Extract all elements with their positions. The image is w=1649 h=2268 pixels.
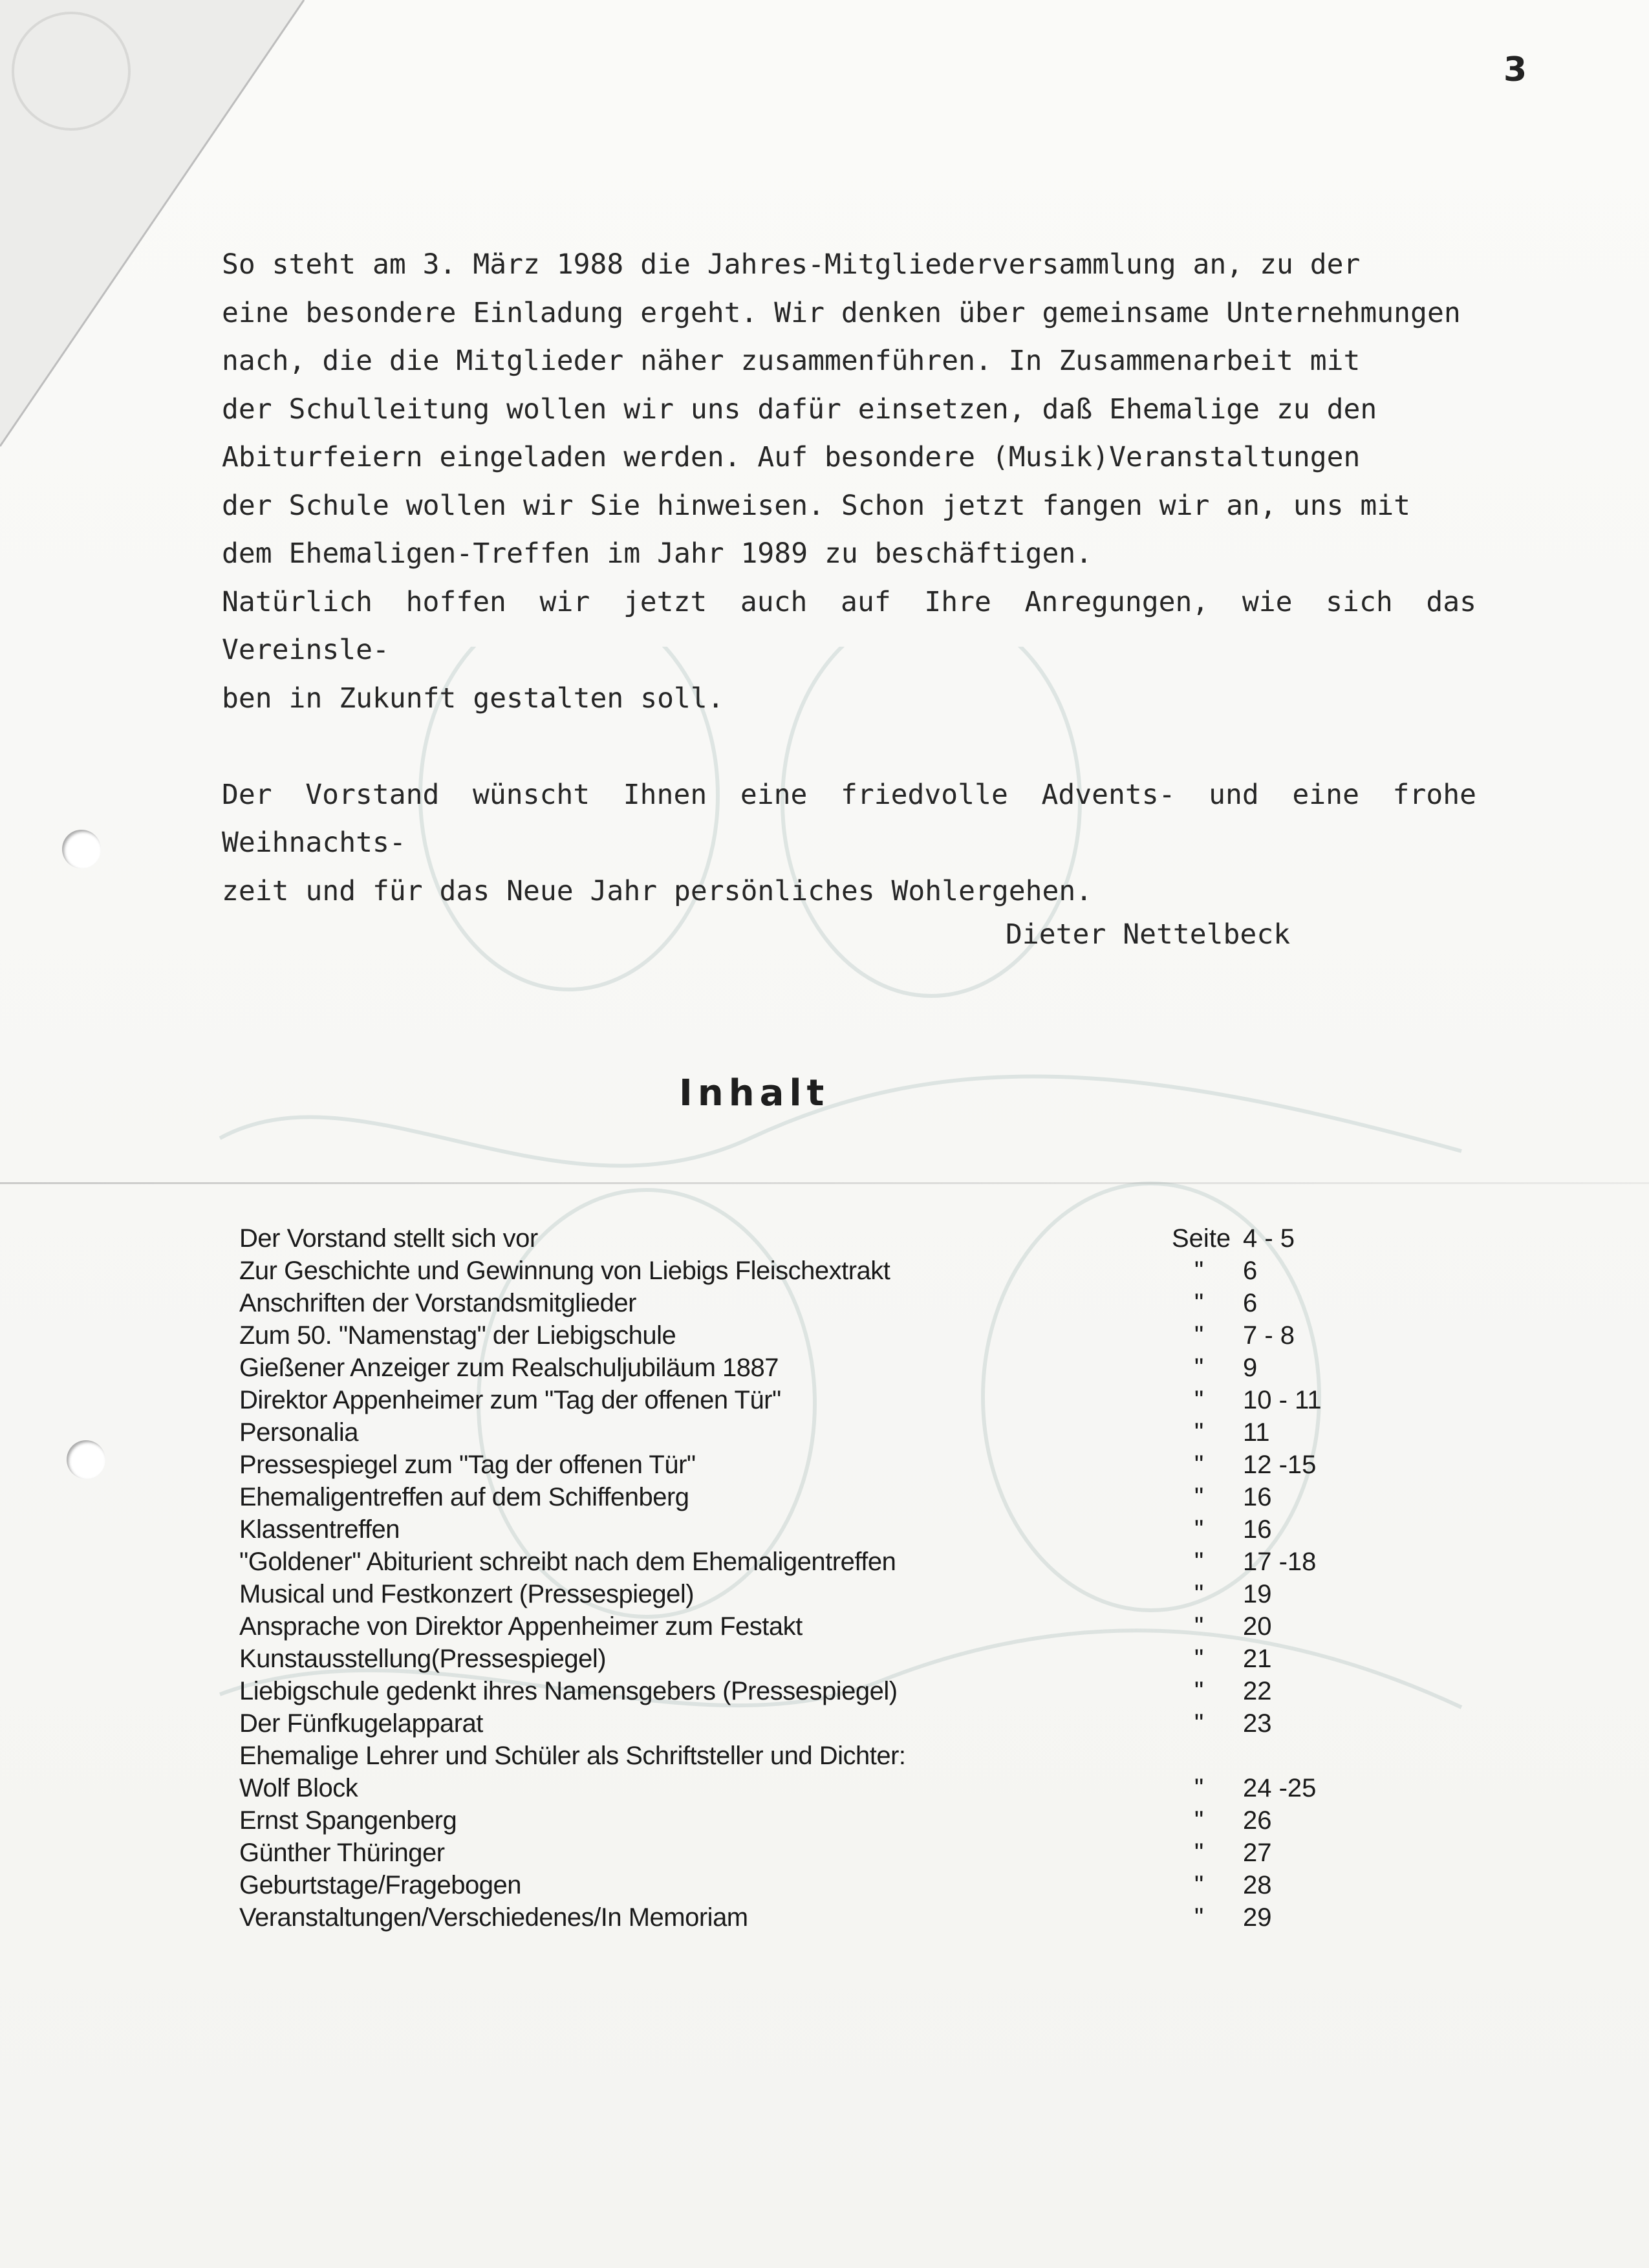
line: Abiturfeiern eingeladen werden. Auf besondere (Musik)Veranstaltungen [222, 441, 1361, 473]
toc-entry-title: Ehemalige Lehrer und Schüler als Schriftsteller und Dichter: [239, 1742, 906, 1770]
toc-entry-marker: Seite [1172, 1224, 1231, 1253]
toc-entry-marker: " [1194, 1903, 1204, 1932]
toc-entry [239, 1255, 1468, 1287]
toc-entry-title: Anschriften der Vorstandsmitglieder [239, 1289, 636, 1317]
toc-entry-marker: " [1194, 1580, 1204, 1608]
toc-entry-title: Zum 50. "Namenstag" der Liebigschule [239, 1321, 676, 1350]
toc-entry-pages: 17 -18 [1243, 1548, 1317, 1576]
toc-entry-marker: " [1194, 1548, 1204, 1576]
toc-entry-title: Klassentreffen [239, 1515, 400, 1544]
toc-entry-pages: 26 [1243, 1806, 1272, 1835]
toc-entry-title: Direktor Appenheimer zum "Tag der offenen Tür" [239, 1386, 781, 1414]
line: ben in Zukunft gestalten soll. [222, 682, 724, 715]
toc-entry [239, 1546, 1468, 1578]
toc-entry [239, 1772, 1468, 1804]
toc-entry [239, 1449, 1468, 1481]
toc-entry [239, 1901, 1468, 1934]
toc-entry [239, 1481, 1468, 1513]
toc-entry-title: Der Fünfkugelapparat [239, 1709, 483, 1738]
toc-entry-marker: " [1194, 1321, 1204, 1350]
toc-entry [239, 1707, 1468, 1740]
toc-entry [239, 1287, 1468, 1319]
toc-entry-pages: 23 [1243, 1709, 1272, 1738]
toc-entry [239, 1578, 1468, 1610]
toc-entry [239, 1384, 1468, 1416]
toc-entry [239, 1610, 1468, 1643]
toc-heading: Inhalt [679, 1072, 830, 1114]
toc-entry [239, 1675, 1468, 1707]
toc-entry-title: Ehemaligentreffen auf dem Schiffenberg [239, 1483, 689, 1511]
line: der Schulleitung wollen wir uns dafür einsetzen, daß Ehemalige zu den [222, 393, 1377, 426]
toc-entry-marker: " [1194, 1645, 1204, 1673]
signature: Dieter Nettelbeck [1006, 918, 1291, 951]
toc-entry [239, 1416, 1468, 1449]
punch-hole-lower [67, 1440, 105, 1479]
toc-entry-pages: 19 [1243, 1580, 1272, 1608]
toc-entry-pages: 28 [1243, 1871, 1272, 1899]
toc-entry-title: Geburtstage/Fragebogen [239, 1871, 521, 1899]
toc-entry-title: Ernst Spangenberg [239, 1806, 457, 1835]
toc-entry-title: Musical und Festkonzert (Pressespiegel) [239, 1580, 695, 1608]
toc-entry [239, 1837, 1468, 1869]
toc-entry-pages: 27 [1243, 1839, 1272, 1867]
toc-entry [239, 1319, 1468, 1352]
toc-entry-pages: 12 -15 [1243, 1451, 1317, 1479]
toc-entry [239, 1804, 1468, 1837]
toc-entry-pages: 21 [1243, 1645, 1272, 1673]
toc-entry-title: Personalia [239, 1418, 359, 1447]
toc-entry-marker: " [1194, 1354, 1204, 1382]
page-crease [0, 1182, 1649, 1184]
toc-entry-title: Zur Geschichte und Gewinnung von Liebigs Fleischextrakt [239, 1257, 890, 1285]
line: eine besondere Einladung ergeht. Wir denken über gemeinsame Unternehmungen [222, 296, 1461, 329]
line: dem Ehemaligen-Treffen im Jahr 1989 zu beschäftigen. [222, 537, 1093, 570]
toc-entry-title: Veranstaltungen/Verschiedenes/In Memoriam [239, 1903, 748, 1932]
toc-entry-title: Der Vorstand stellt sich vor [239, 1224, 538, 1253]
toc-entry-pages: 22 [1243, 1677, 1272, 1705]
toc-entry-marker: " [1194, 1839, 1204, 1867]
toc-entry-marker: " [1194, 1515, 1204, 1544]
toc-entry [239, 1352, 1468, 1384]
page-number: 3 [1503, 50, 1527, 89]
toc-entry-pages: 20 [1243, 1612, 1272, 1641]
toc-entry-title: Gießener Anzeiger zum Realschuljubiläum 1887 [239, 1354, 779, 1382]
toc-entry-marker: " [1194, 1289, 1204, 1317]
toc-entry-marker: " [1194, 1871, 1204, 1899]
toc-entry [239, 1513, 1468, 1546]
toc-entry-pages: 24 -25 [1243, 1774, 1317, 1802]
toc-entry-marker: " [1194, 1709, 1204, 1738]
toc-entry-pages: 7 - 8 [1243, 1321, 1295, 1350]
table-of-contents [239, 1222, 1468, 1934]
toc-entry-pages: 10 - 11 [1243, 1386, 1322, 1414]
toc-entry-pages: 29 [1243, 1903, 1272, 1932]
toc-entry-pages: 16 [1243, 1515, 1272, 1544]
toc-entry [239, 1740, 1468, 1772]
toc-entry-marker: " [1194, 1386, 1204, 1414]
toc-entry-title: Liebigschule gedenkt ihres Namensgebers (Pressespiegel) [239, 1677, 898, 1705]
toc-entry-marker: " [1194, 1451, 1204, 1479]
toc-entry-pages: 16 [1243, 1483, 1272, 1511]
punch-hole-upper [62, 830, 101, 869]
toc-entry-title: Günther Thüringer [239, 1839, 445, 1867]
line: So steht am 3. März 1988 die Jahres-Mitgliederversammlung an, zu der [222, 248, 1361, 281]
letter-body [222, 241, 1476, 915]
toc-entry-title: "Goldener" Abiturient schreibt nach dem Ehemaligentreffen [239, 1548, 896, 1576]
toc-entry [239, 1643, 1468, 1675]
line: Der Vorstand wünscht Ihnen eine friedvolle Advents- und eine frohe Weihnachts- [222, 778, 1476, 859]
toc-entry-pages: 6 [1243, 1257, 1258, 1285]
toc-entry [239, 1222, 1468, 1255]
toc-entry-marker: " [1194, 1418, 1204, 1447]
line: der Schule wollen wir Sie hinweisen. Schon jetzt fangen wir an, uns mit [222, 489, 1411, 522]
toc-entry-pages: 9 [1243, 1354, 1258, 1382]
toc-entry-marker: " [1194, 1774, 1204, 1802]
toc-entry-title: Kunstausstellung(Pressespiegel) [239, 1645, 607, 1673]
toc-entry-marker: " [1194, 1612, 1204, 1641]
toc-entry-pages: 11 [1243, 1418, 1270, 1447]
toc-entry-title: Ansprache von Direktor Appenheimer zum Festakt [239, 1612, 803, 1641]
toc-entry-marker: " [1194, 1257, 1204, 1285]
toc-entry-marker: " [1194, 1806, 1204, 1835]
toc-entry-marker: " [1194, 1677, 1204, 1705]
paragraph-1 [222, 241, 1476, 722]
toc-entry [239, 1869, 1468, 1901]
line: Natürlich hoffen wir jetzt auch auf Ihre Anregungen, wie sich das Vereinsle- [222, 585, 1476, 666]
toc-entry-pages: 4 - 5 [1243, 1224, 1295, 1253]
toc-entry-title: Wolf Block [239, 1774, 358, 1802]
line: nach, die die Mitglieder näher zusammenführen. In Zusammenarbeit mit [222, 345, 1361, 377]
toc-entry-pages: 6 [1243, 1289, 1258, 1317]
toc-entry-title: Pressespiegel zum "Tag der offenen Tür" [239, 1451, 696, 1479]
paragraph-2 [222, 771, 1476, 916]
line: zeit und für das Neue Jahr persönliches Wohlergehen. [222, 874, 1093, 907]
toc-entry-marker: " [1194, 1483, 1204, 1511]
